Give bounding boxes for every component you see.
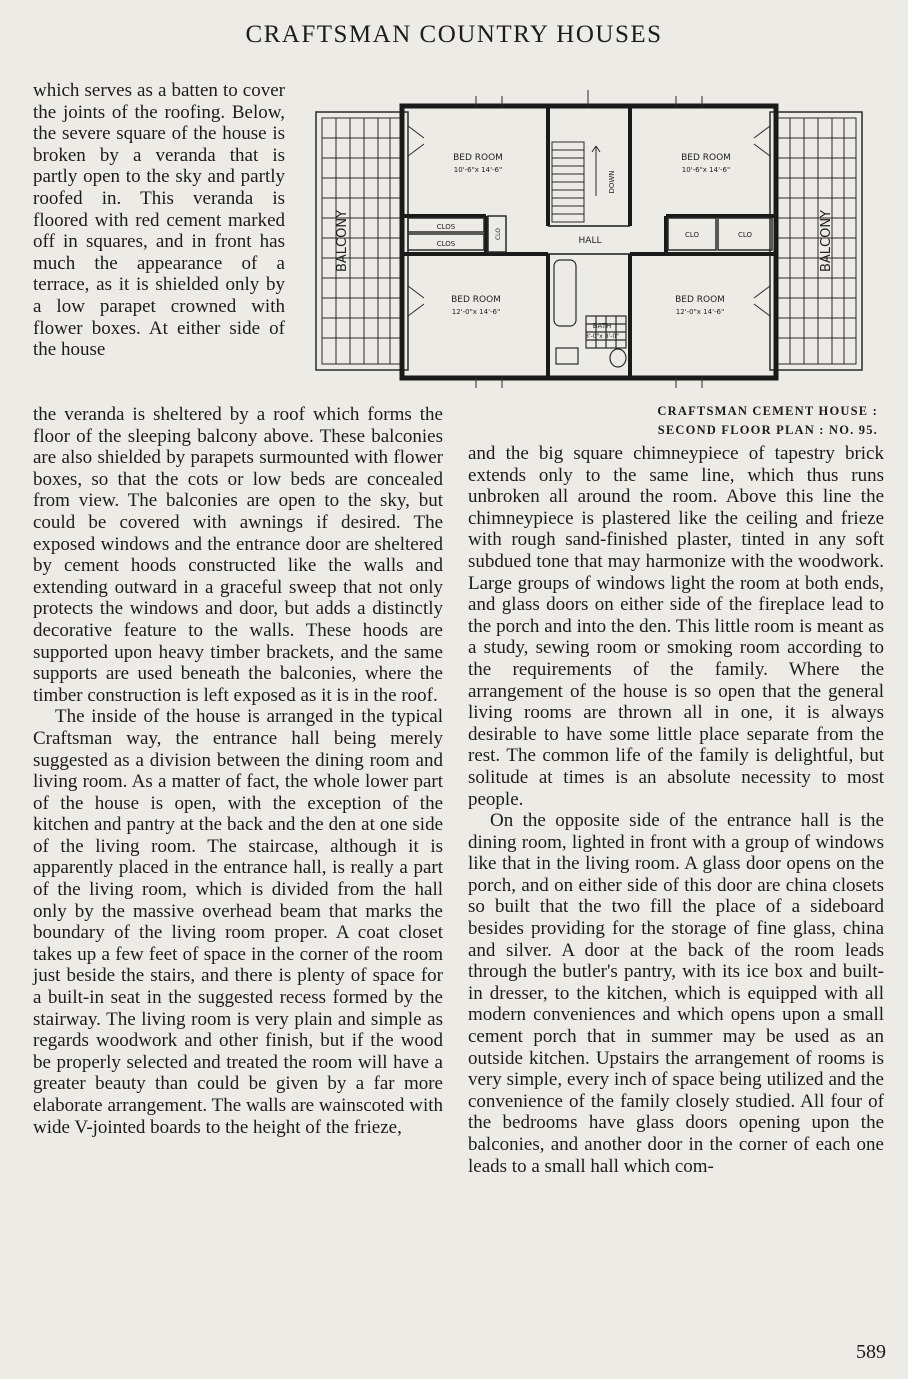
balcony-right-label: BALCONY bbox=[819, 209, 834, 273]
paragraph: the veranda is sheltered by a roof which forms the floor of the sleeping balcony above. These balconies are also shielded by parapets surmounted with flower boxes, so that the cots or low beds are concealed from view. The balconies are open to the sky, but could be covered with awnings if desired. The exposed windows and the entrance door are sheltered by cement hoods constructed like the walls and extending outward in a graceful sweep that not only protects the windows and door, but adds a distinctly decorative feature to the walls. These hoods are supported upon heavy timber brackets, and the same supports are used beneath the balconies, where the timber construction is left exposed as it is in the roof. bbox=[33, 404, 443, 706]
bath-dimensions: 8'-0"x 8'-0" bbox=[585, 333, 619, 340]
hall-label: HALL bbox=[578, 236, 602, 246]
closet-label-5: CLO bbox=[737, 231, 753, 239]
paragraph: which serves as a batten to cover the joints of the roofing. Below, the severe square of the house is broken by a veranda that is partly open to the sky and partly roofed in. This veranda is floored with red cement marked off in squares, and in front has much the appearance of a terrace, as it is shielded only by a low parapet crowned with flower boxes. At either side of the house bbox=[33, 80, 285, 361]
closet-label-4: CLO bbox=[684, 231, 700, 239]
left-column-narrow bbox=[33, 80, 285, 361]
closet-label-2: CLOS bbox=[436, 240, 456, 248]
caption-line-2: SECOND FLOOR PLAN : NO. 95. bbox=[657, 423, 878, 437]
stairs bbox=[552, 142, 600, 222]
closet-label-1: CLOS bbox=[436, 223, 456, 231]
page-number: 589 bbox=[856, 1341, 886, 1363]
bath-fixtures bbox=[554, 260, 626, 367]
figure-caption bbox=[600, 402, 878, 440]
right-column bbox=[468, 443, 884, 1177]
bath-label: BATH bbox=[592, 322, 612, 330]
paragraph: and the big square chimneypiece of tapestry brick extends only to the same line, which thus runs unbroken all around the room. Above this line the chimneypiece is plastered like the ceiling and frieze with rough sand-finished plaster, tinted in any soft subdued tone that may harmonize with the woodwork. Large groups of windows light the room at both ends, and glass doors on either side of the fireplace lead to the porch and into the den. This little room is meant as a study, sewing room or smoking room according to the requirements of the family. Where the arrangement of the house is so open that the general living rooms are thrown all in one, it is always desirable to have some little place separate from the rest. The common life of the family is delightful, but solitude at times is an absolute necessity to most people. bbox=[468, 443, 884, 810]
bedroom-se-label: BED ROOM bbox=[675, 295, 725, 305]
page-title: CRAFTSMAN COUNTRY HOUSES bbox=[245, 21, 663, 48]
balcony-right-grid bbox=[770, 112, 862, 370]
closet-label-3: CLO bbox=[495, 227, 502, 241]
bedroom-sw-dimensions: 12'-0"x 14'-6" bbox=[451, 308, 501, 316]
bedroom-ne-dimensions: 10'-6"x 14'-6" bbox=[681, 166, 731, 174]
bedroom-nw-dimensions: 10'-6"x 14'-6" bbox=[453, 166, 503, 174]
paragraph: On the opposite side of the entrance hall is the dining room, lighted in front with a group of windows like that in the living room. A glass door opens on the porch, and on either side of this door are china closets so built that the two fill the place of a sideboard besides providing for the storage of fine glass, china and silver. A door at the back of the room leads through the butler's pantry, with its ice box and built-in dresser, to the kitchen, which is equipped with all modern conveniences and which opens upon a small cement porch that in summer may be used as an outside kitchen. Upstairs the arrangement of rooms is very simple, every inch of space being utilized and the convenience of the family closely studied. All four of the bedrooms have glass doors opening upon the balconies, and another door in the corner of each one leads to a small hall which com- bbox=[468, 810, 884, 1177]
stair-down-label: DOWN bbox=[608, 170, 616, 194]
second-floor-plan-drawing bbox=[296, 86, 880, 392]
balcony-left-grid bbox=[316, 112, 408, 370]
left-column-wide bbox=[33, 404, 443, 1138]
bedroom-ne-label: BED ROOM bbox=[681, 153, 731, 163]
caption-line-1: CRAFTSMAN CEMENT HOUSE : bbox=[657, 404, 878, 418]
balcony-left-label: BALCONY bbox=[335, 209, 350, 273]
bedroom-se-dimensions: 12'-0"x 14'-6" bbox=[675, 308, 725, 316]
bedroom-nw-label: BED ROOM bbox=[453, 153, 503, 163]
bedroom-sw-label: BED ROOM bbox=[451, 295, 501, 305]
paragraph: The inside of the house is arranged in the typical Craftsman way, the entrance hall being merely suggested as a division between the dining room and living room. As a matter of fact, the whole lower part of the house is open, with the exception of the kitchen and pantry at the back and the den at one side of the living room. The staircase, although it is apparently placed in the entrance hall, is really a part of the living room, which is divided from the hall only by the massive overhead beam that marks the boundary of the living room proper. A coat closet takes up a few feet of space in the corner of the room just beside the stairs, and there is plenty of space for a built-in seat in the suggested recess formed by the stairway. The living room is very plain and simple as regards woodwork and other finish, but if the wood be properly selected and treated the room will have a greater beauty than could be given by a far more elaborate arrangement. The walls are wainscoted with wide V-jointed boards to the height of the frieze, bbox=[33, 706, 443, 1138]
